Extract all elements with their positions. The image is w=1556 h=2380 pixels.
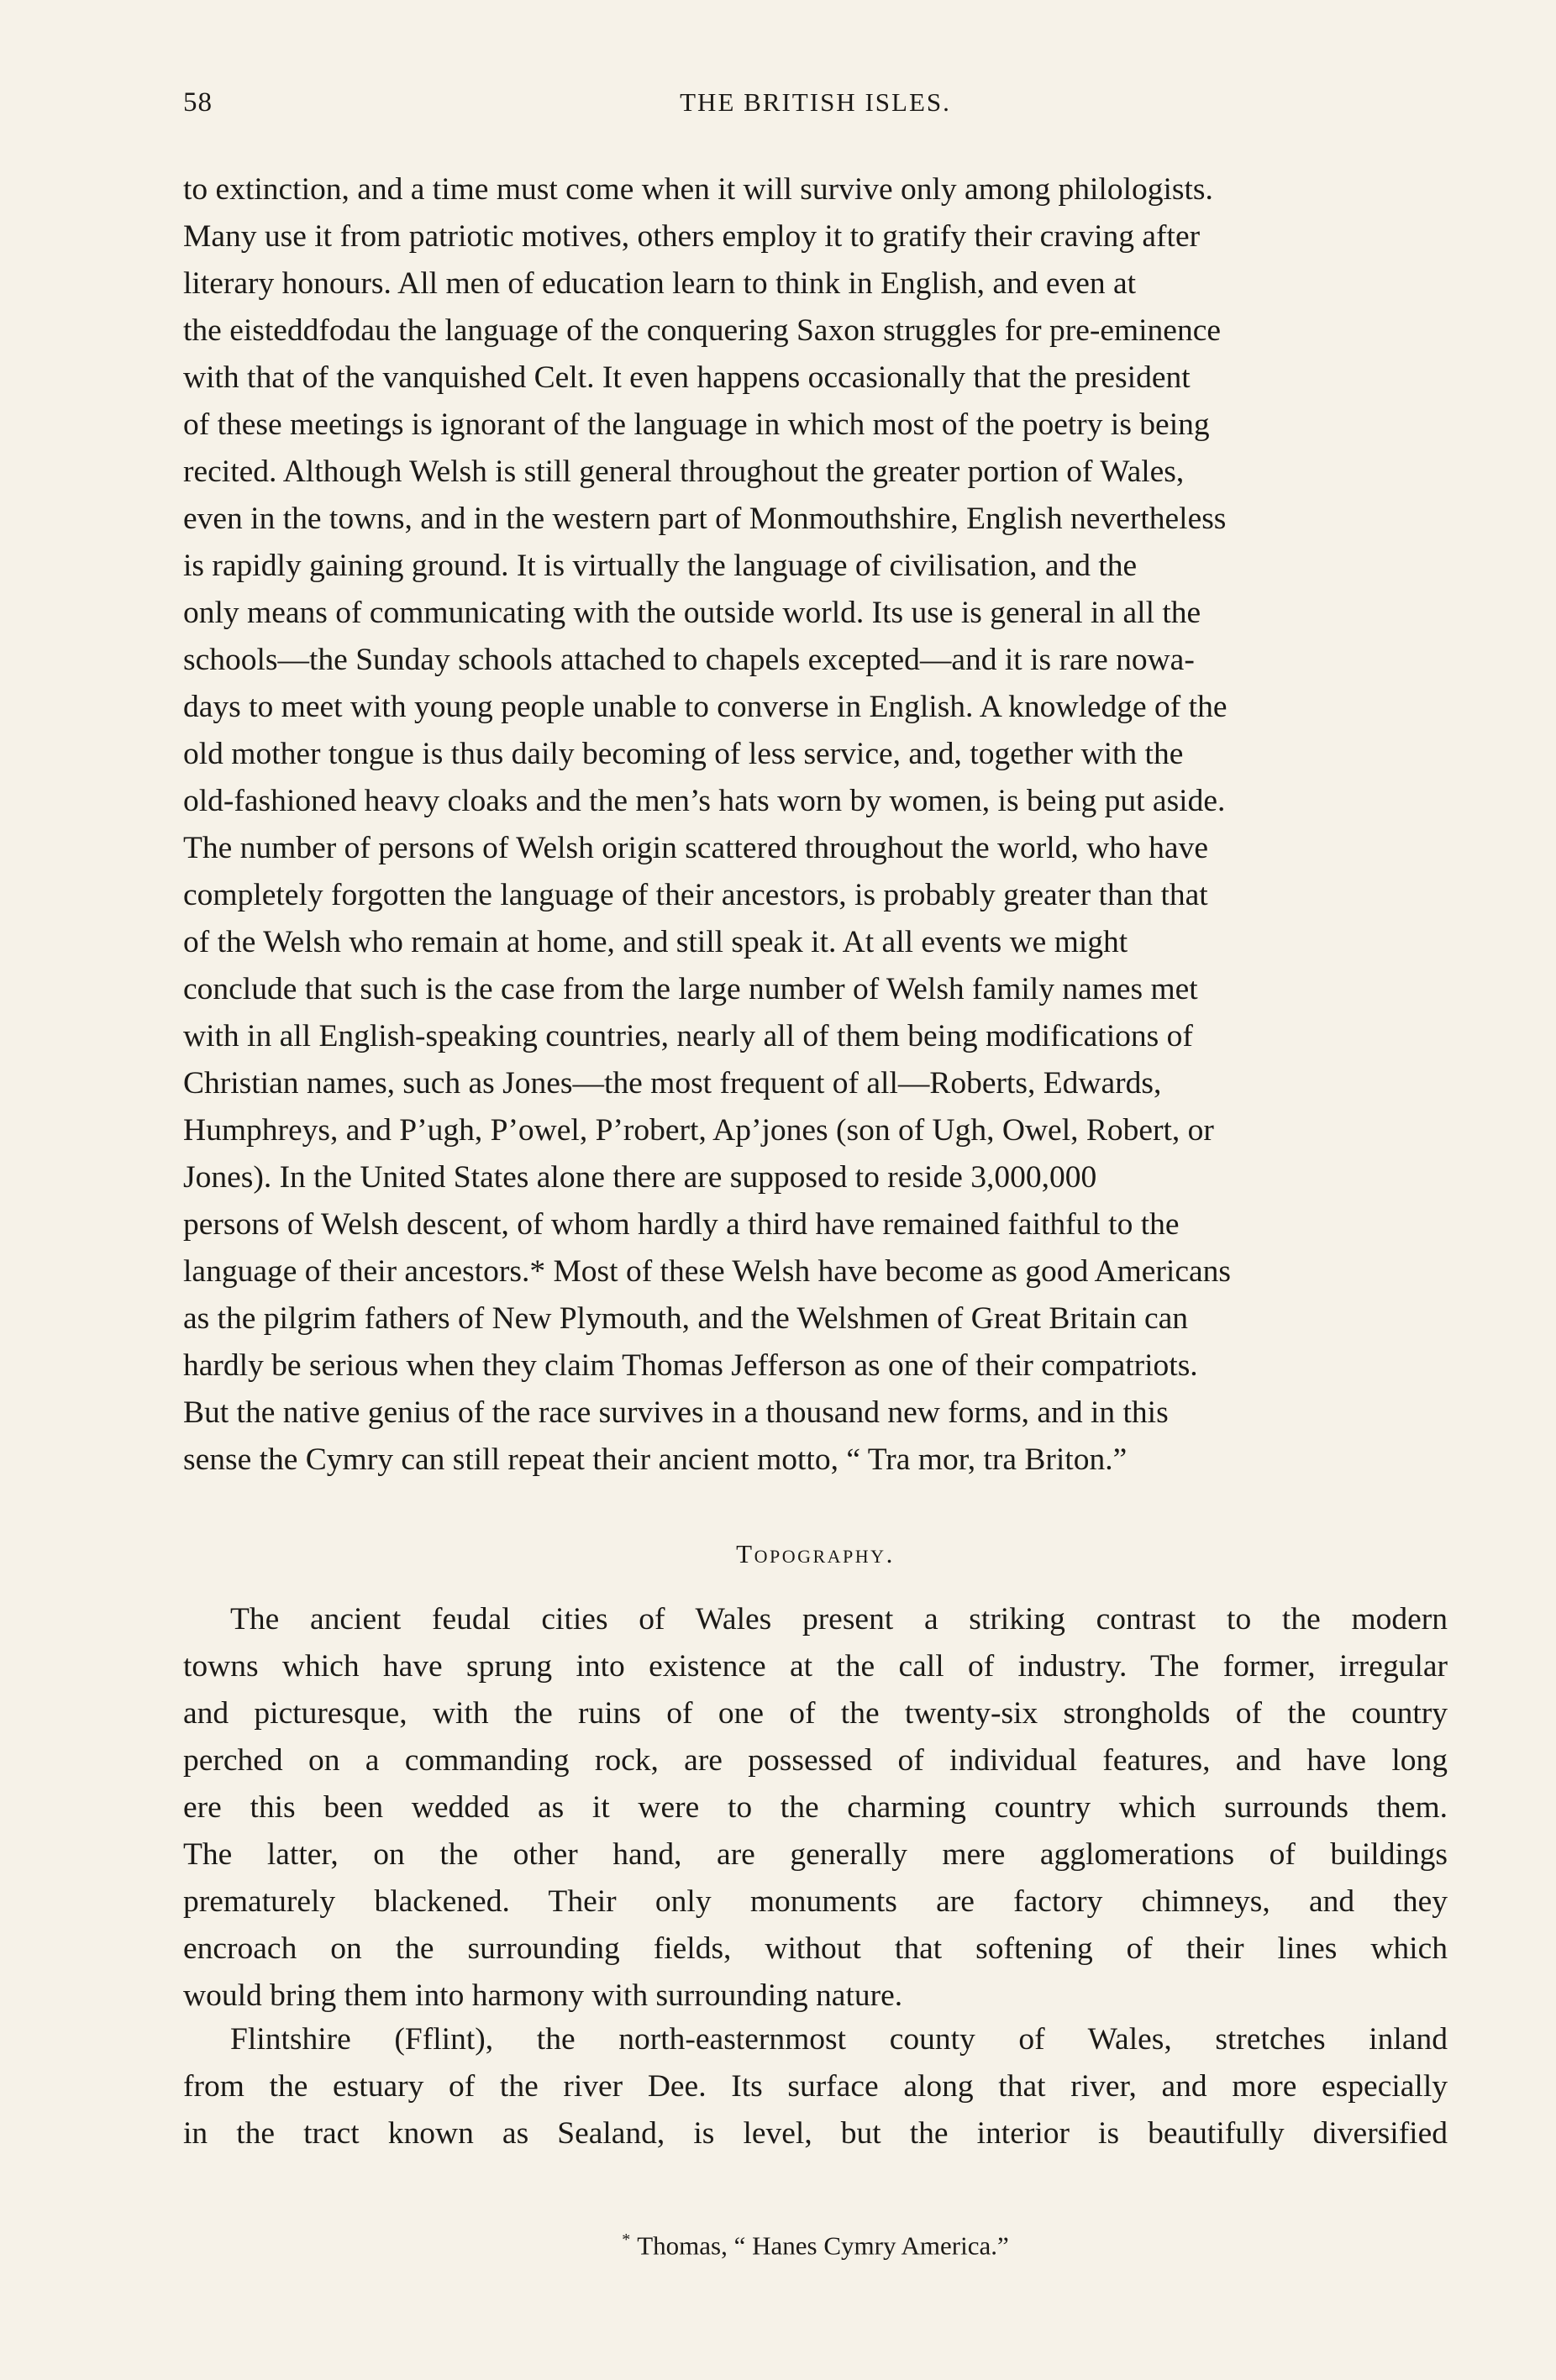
running-title: THE BRITISH ISLES. [680,87,951,117]
text-line: with that of the vanquished Celt. It even happens occasionally that the president [183,360,1191,395]
text-line: to extinction, and a time must come when it will survive only among philologists. [183,172,1213,207]
text-line: Humphreys, and P’ugh, P’owel, P’robert, Ap’jones (son of Ugh, Owel, Robert, or [183,1113,1214,1148]
text-line: prematurely blackened. Their only monuments are factory chimneys, and they [183,1884,1448,1919]
page-number: 58 [183,87,213,118]
text-line: from the estuary of the river Dee. Its surface along that river, and more especially [183,2069,1448,2104]
text-line: Jones). In the United States alone there are supposed to reside 3,000,000 [183,1160,1097,1195]
text-line: in the tract known as Sealand, is level, but the interior is beautifully diversified [183,2116,1448,2151]
paragraph-2-text [183,1596,1448,2020]
text-line: recited. Although Welsh is still general throughout the greater portion of Wales, [183,454,1185,489]
text-line: persons of Welsh descent, of whom hardly a third have remained faithful to the [183,1207,1180,1242]
footnote [183,2230,1448,2261]
text-line: sense the Cymry can still repeat their ancient motto, “ Tra mor, tra Briton.” [183,1442,1128,1477]
text-line: would bring them into harmony with surrounding nature. [183,1978,903,2013]
text-line: perched on a commanding rock, are possessed of individual features, and have long [183,1743,1448,1778]
text-line: even in the towns, and in the western part of Monmouthshire, English nevertheless [183,502,1227,536]
text-line: encroach on the surrounding fields, without that softening of their lines which [183,1931,1448,1966]
text-line: But the native genius of the race survives in a thousand new forms, and in this [183,1395,1169,1430]
paragraph-2 [183,1596,1448,2020]
text-line: The latter, on the other hand, are generally mere agglomerations of buildings [183,1837,1448,1872]
text-line: The ancient feudal cities of Wales present a striking contrast to the modern [230,1602,1448,1637]
text-line: towns which have sprung into existence at the call of industry. The former, irregular [183,1649,1448,1684]
text-line: of the Welsh who remain at home, and still speak it. At all events we might [183,925,1128,959]
text-line: Many use it from patriotic motives, others employ it to gratify their craving after [183,219,1201,254]
text-line: old-fashioned heavy cloaks and the men’s hats worn by women, is being put aside. [183,784,1226,818]
section-heading: Topography. [736,1539,895,1568]
text-line: The number of persons of Welsh origin scattered throughout the world, who have [183,831,1208,865]
paragraph-1 [183,166,1448,1484]
text-line: with in all English-speaking countries, nearly all of them being modifications of [183,1019,1193,1053]
text-line: conclude that such is the case from the large number of Welsh family names met [183,972,1198,1006]
text-line: only means of communicating with the outside world. Its use is general in all the [183,596,1201,630]
text-line: completely forgotten the language of their ancestors, is probably greater than that [183,878,1208,912]
text-line: days to meet with young people unable to converse in English. A knowledge of the [183,690,1227,724]
running-head [183,87,1448,138]
text-line: is rapidly gaining ground. It is virtually the language of civilisation, and the [183,549,1138,583]
text-line: and picturesque, with the ruins of one of the twenty-six strongholds of the country [183,1696,1448,1731]
text-line: Flintshire (Fflint), the north-easternmost county of Wales, stretches inland [230,2022,1448,2057]
text-line: of these meetings is ignorant of the language in which most of the poetry is being [183,407,1210,442]
text-line: Christian names, such as Jones—the most frequent of all—Roberts, Edwards, [183,1066,1162,1101]
text-line: old mother tongue is thus daily becoming of less service, and, together with the [183,737,1184,771]
paragraph-1-text [183,166,1448,1484]
text-line: schools—the Sunday schools attached to chapels excepted—and it is rare nowa- [183,643,1195,677]
footnote-mark: * [622,2230,631,2249]
text-line: literary honours. All men of education learn to think in English, and even at [183,266,1137,301]
text-line: ere this been wedded as it were to the charming country which surrounds them. [183,1790,1448,1825]
text-line: hardly be serious when they claim Thomas Jefferson as one of their compatriots. [183,1348,1198,1383]
paragraph-3 [183,2016,1448,2157]
footnote-text: Thomas, “ Hanes Cymry America.” [637,2230,1009,2261]
text-line: language of their ancestors.* Most of these Welsh have become as good Americans [183,1254,1231,1289]
text-line: as the pilgrim fathers of New Plymouth, and the Welshmen of Great Britain can [183,1301,1188,1336]
paragraph-3-text [183,2016,1448,2157]
text-line: the eisteddfodau the language of the conquering Saxon struggles for pre-eminence [183,313,1221,348]
